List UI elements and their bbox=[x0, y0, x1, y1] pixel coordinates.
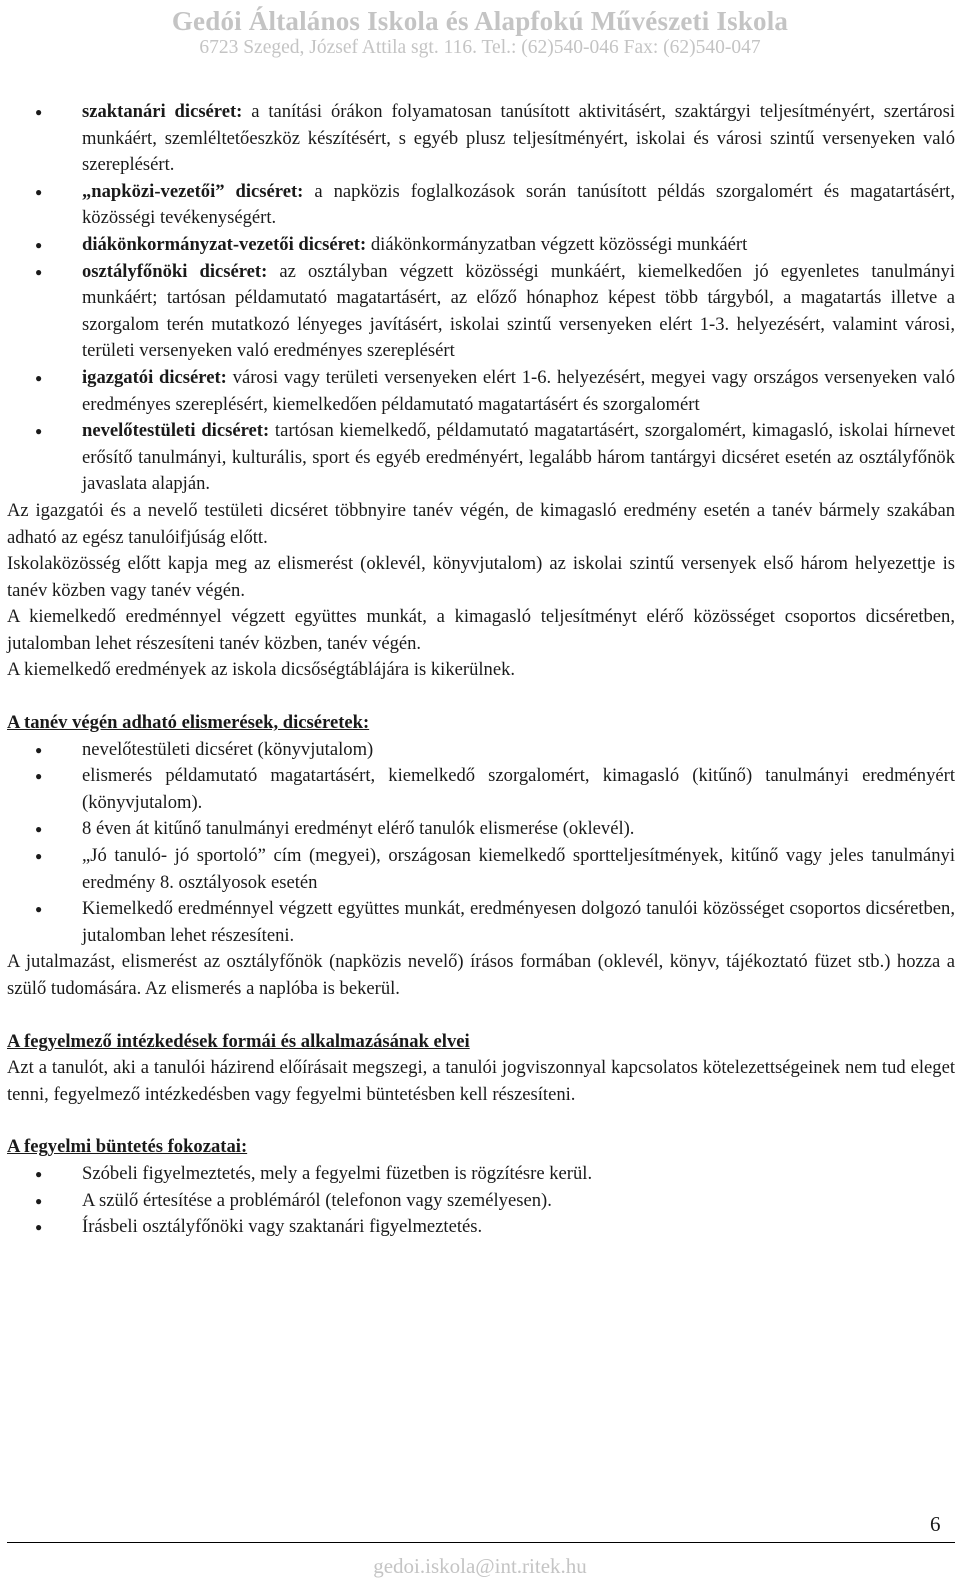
school-name: Gedói Általános Iskola és Alapfokú Művészeti Iskola bbox=[171, 6, 789, 36]
praise-text: a napközis foglalkozások során tanúsított példás szorgalomért és magatartásért, közösségi tevékenységért. bbox=[82, 180, 955, 229]
footer-email: gedoi.iskola@int.ritek.hu bbox=[373, 1554, 587, 1578]
list-item: ● A szülő értesítése a problémáról (telefonon vagy személyesen). bbox=[7, 1188, 955, 1215]
letterhead bbox=[0, 6, 960, 60]
section-heading-year-end: A tanév végén adható elismerések, dicséretek: bbox=[7, 712, 370, 734]
praise-text: diákönkormányzatban végzett közösségi munkáért bbox=[366, 233, 748, 255]
list-item: ● Írásbeli osztályfőnöki vagy szaktanári figyelmeztetés. bbox=[7, 1214, 955, 1241]
praise-term: diákönkormányzat-vezetői dicséret: bbox=[82, 233, 367, 255]
list-item: ● Kiemelkedő eredménnyel végzett együttes munkát, eredményesen dolgozó tanulói közösséget csoportos dicséretben, jutalomban lehet részesíteni. bbox=[7, 896, 955, 949]
list-item bbox=[7, 179, 955, 232]
praise-term: nevelőtestületi dicséret: bbox=[82, 420, 270, 442]
praise-list bbox=[7, 99, 955, 498]
list-item: ● Szóbeli figyelmeztetés, mely a fegyelmi füzetben is rögzítésre kerül. bbox=[7, 1161, 955, 1188]
section-heading-levels: A fegyelmi büntetés fokozatai: bbox=[7, 1136, 248, 1158]
paragraph: A kiemelkedő eredmények az iskola dicsőségtáblájára is kikerülnek. bbox=[7, 659, 516, 681]
list-item bbox=[7, 232, 955, 259]
page-number: 6 bbox=[930, 1512, 941, 1536]
paragraph: Iskolaközösség előtt kapja meg az elismerést (oklevél, könyvjutalom) az iskolai szintű versenyek első három helyezettje is tanév közben vagy tanév végén. bbox=[7, 553, 955, 601]
paragraph: Az igazgatói és a nevelő testületi dicséret többnyire tanév végén, de kimagasló eredmény esetén a tanév bármely szakában adható az egész tanulóifjúság előtt. bbox=[7, 499, 955, 548]
list-item: ● elismerés példamutató magatartásért, kiemelkedő szorgalomért, kimagasló (kitűnő) tanulmányi eredményért (könyvjutalom). bbox=[7, 763, 955, 816]
document-body bbox=[7, 99, 955, 1241]
praise-text: a tanítási órákon folyamatosan tanúsított aktivitásért, szaktárgyi teljesítményért, szertárosi munkáért, szemléltetőeszköz készítésért, s egyéb plusz teljesítményért, iskolai és városi szintű versenyeken való szereplésért. bbox=[82, 101, 955, 176]
praise-term: szaktanári dicséret: bbox=[82, 101, 243, 122]
section-heading-discipline: A fegyelmező intézkedések formái és alkalmazásának elvei bbox=[7, 1030, 470, 1052]
list-item: ● nevelőtestületi dicséret (könyvjutalom) bbox=[7, 737, 955, 764]
list-item: ● 8 éven át kitűnő tanulmányi eredményt elérő tanulók elismerése (oklevél). bbox=[7, 816, 955, 843]
praise-text: tartósan kiemelkedő, példamutató magatartásért, szorgalomért, kimagasló, iskolai hírnevet erősítő tanulmányi, kulturális, sport és egyéb eredményért, legalább három tantárgyi dicséret esetén az osztályfőnök javaslata alapján. bbox=[82, 420, 956, 495]
footer-divider bbox=[7, 1542, 955, 1543]
list-item bbox=[7, 259, 955, 365]
list-item bbox=[7, 365, 955, 418]
year-end-list bbox=[7, 737, 955, 950]
praise-term: osztályfőnöki dicséret: bbox=[82, 260, 268, 282]
school-address: 6723 Szeged, József Attila sgt. 116. Tel.: (62)540-046 Fax: (62)540-047 bbox=[199, 37, 761, 58]
praise-term: igazgatói dicséret: bbox=[82, 366, 227, 388]
praise-text: az osztályban végzett közösségi munkáért, kiemelkedően jó egyenletes tanulmányi munkáért; tartósan példamutató magatartásért, az előző hónaphoz képest több tárgyból, a magatartás illetve a szorgalom terén mutatkozó lényeges javításért, iskolai szintű versenyeken elért 1-3. helyezésért, valamint városi, területi versenyeken való eredményes szereplésért bbox=[82, 260, 955, 362]
praise-text: városi vagy területi versenyeken elért 1-6. helyezésért, megyei vagy országos versenyeken való eredményes szereplésért, kiemelkedően példamutató magatartásért és szorgalomért bbox=[82, 366, 956, 415]
paragraph: A kiemelkedő eredménnyel végzett együttes munkát, a kimagasló teljesítményt elérő közösséget csoportos dicséretben, jutalomban lehet részesíteni tanév közben, tanév végén. bbox=[7, 606, 955, 654]
list-item bbox=[7, 99, 955, 179]
praise-term: „napközi-vezetői” dicséret: bbox=[82, 180, 304, 202]
list-item bbox=[7, 418, 955, 498]
paragraph: A jutalmazást, elismerést az osztályfőnök (napközis nevelő) írásos formában (oklevél, könyv, tájékoztató füzet stb.) hozza a szülő tudomására. Az elismerés a naplóba is bekerül. bbox=[7, 951, 955, 999]
levels-list bbox=[7, 1161, 955, 1241]
list-item: ● „Jó tanuló- jó sportoló” cím (megyei), országosan kiemelkedő sportteljesítmények, kitűnő vagy jeles tanulmányi eredmény 8. osztályosok esetén bbox=[7, 843, 955, 896]
paragraph: Azt a tanulót, aki a tanulói házirend előírásait megszegi, a tanulói jogviszonnyal kapcsolatos kötelezettségeinek nem tud eleget tenni, fegyelmező intézkedésben vagy fegyelmi büntetésben kell részesíteni. bbox=[7, 1057, 955, 1105]
